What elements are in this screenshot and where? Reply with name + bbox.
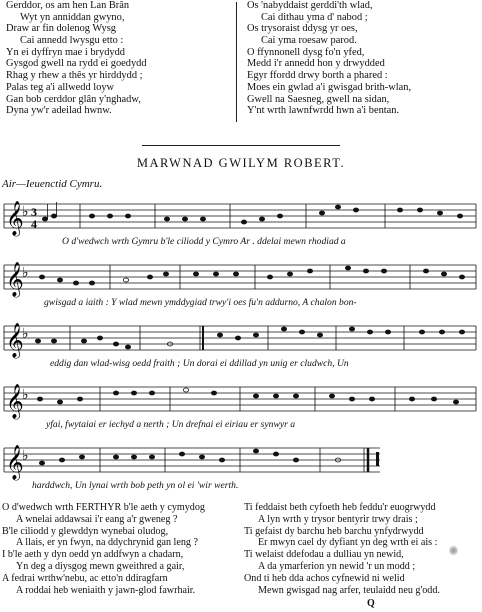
verse-line: Rhag y rhew a thês yr hirddydd ; [6, 70, 143, 82]
verse-line: Gysgod gwell na rydd ei goedydd [6, 58, 147, 70]
verse-line: Mewn gwisgad nag arfer, teulaidd neu g'odd. [258, 584, 440, 596]
bottom-right-verse [244, 502, 440, 596]
verse-line: A wnelai addawsai i'r eang a'r gweneg ? [16, 513, 178, 525]
verse-line: O ffynnonell dysg fo'n yfed, [247, 46, 365, 58]
verse-line: Cai annedd lwysgu etto : [20, 35, 124, 47]
verse-line: I b'le aeth y dyn oedd yn addfwyn a chadarn, [2, 549, 184, 561]
lyric-line-1: O d'wedwch wrth Gymru b'le ciliodd y Cymro Ar . ddelai mewn rhodiad a [62, 236, 346, 247]
song-title: MARWNAD GWILYM ROBERT. [136, 156, 346, 170]
lyric-line-5: harddwch, Un lynai wrth bob peth yn ol ei 'wir werth. [32, 480, 239, 491]
verse-line: Gwell na Saesneg, gwell na sidan, [247, 93, 390, 105]
top-right-verse [247, 0, 411, 117]
svg-text:♭: ♭ [22, 448, 29, 464]
svg-text:♭: ♭ [22, 387, 29, 403]
verse-line: Dyna yw'r adeilad hwnw. [6, 105, 112, 117]
verse-line: Moes ein gwlad a'i gwisgad brith-wlan, [247, 81, 412, 93]
air-label: Air—Ieuenctid Cymru. [2, 178, 103, 190]
verse-line: Gerddor, os am hen Lan Brân [6, 0, 130, 11]
svg-text:♭: ♭ [22, 326, 29, 342]
staff-4 [0, 379, 482, 439]
verse-line: Os 'nabyddaist gerddi'th wlad, [247, 0, 373, 11]
verse-line: Wyt yn anniddan gwyno, [20, 11, 125, 23]
verse-line: Palas teg a'i allwedd loyw [6, 81, 115, 93]
verse-line: O d'wedwch wrth FERTHYR b'le aeth y cymydog [2, 502, 205, 513]
verse-line: Y'nt wrth lawnfwrdd hwn a'i bentan. [247, 105, 400, 117]
verse-line: A fedrai wrthw'nebu, ac etto'n ddiragfarn [2, 572, 168, 584]
verse-line: Draw ar fin dolenog Wysg [6, 23, 116, 35]
staff-1 [0, 196, 482, 256]
verse-line: Medd i'r annedd hon y drwydded [247, 58, 385, 70]
lyric-line-2: gwisgad a iaith : Y wlad mewn ymddygiad trwy'i oes fu'n addurno, A chalon bon- [44, 297, 357, 308]
svg-text:♭: ♭ [22, 204, 29, 220]
verse-line: Yn deg a diysgog mewn gweithred a gair, [16, 560, 185, 572]
verse-line: A roddai heb weniaith y jawn-glod fawrhair. [16, 584, 196, 596]
verse-line: Gan bob cerddor glân y'nghadw, [6, 93, 141, 105]
verse-line: Cai yma roesaw parod. [261, 35, 357, 47]
verse-line: Ti welaist ddefodau a dulliau yn newid, [244, 549, 404, 561]
verse-line: Yn ei dyffryn mae i brydydd [6, 46, 125, 58]
svg-text:4: 4 [31, 217, 37, 231]
column-divider [236, 2, 237, 122]
top-left-verse [6, 0, 147, 117]
treble-clef-icon: 𝄞 [6, 262, 24, 297]
svg-text:♭: ♭ [22, 265, 29, 281]
ink-smudge [449, 545, 458, 556]
verse-line: A llais, er yn fwyn, na ddychrynid gan leng ? [16, 537, 198, 549]
bottom-left-verse [2, 502, 205, 596]
verse-line: A da ymarferion yn newid 'r un modd ; [258, 560, 416, 572]
verse-line: Egyr ffordd drwy borth a phared : [247, 70, 388, 82]
staff-3 [0, 318, 482, 378]
staff-5 [0, 440, 482, 500]
treble-clef-icon: 𝄞 [6, 201, 24, 236]
page-signature: Q [367, 598, 375, 609]
verse-line: Ti gefaist dy barchu heb barchu ynfydrwydd [244, 525, 424, 537]
lyric-line-3: eddig dan wlad-wisg oedd fraith ; Un dorai ei ddillad yn unig er cludwch, Un [50, 358, 349, 369]
svg-text:3: 3 [31, 205, 37, 219]
section-rule [142, 145, 340, 146]
verse-line: Er mwyn cael dy dyfiant yn deg wrth ei ais : [258, 537, 438, 549]
verse-line: A lyn wrth y trysor bentyrir trwy drais ; [258, 513, 418, 525]
verse-line: Ti feddaist beth cyfoeth heb feddu'r euogrwydd [244, 502, 436, 513]
staff-2 [0, 257, 482, 317]
lyric-line-4: yfai, fwytaiai er iechyd a nerth ; Un drefnai ei eiriau er synwyr a [46, 419, 296, 430]
treble-clef-icon: 𝄞 [6, 445, 24, 480]
verse-line: B'le ciliodd y glewddyn wynebai oludog, [2, 525, 169, 537]
treble-clef-icon: 𝄞 [6, 384, 24, 419]
verse-line: Ond ti heb dda achos cyfnewid ni welid [244, 572, 405, 584]
verse-line: Cai dithau yma d' nabod ; [261, 11, 368, 23]
verse-line: Os trysoraist ddysg yr oes, [247, 23, 358, 35]
treble-clef-icon: 𝄞 [6, 323, 24, 358]
